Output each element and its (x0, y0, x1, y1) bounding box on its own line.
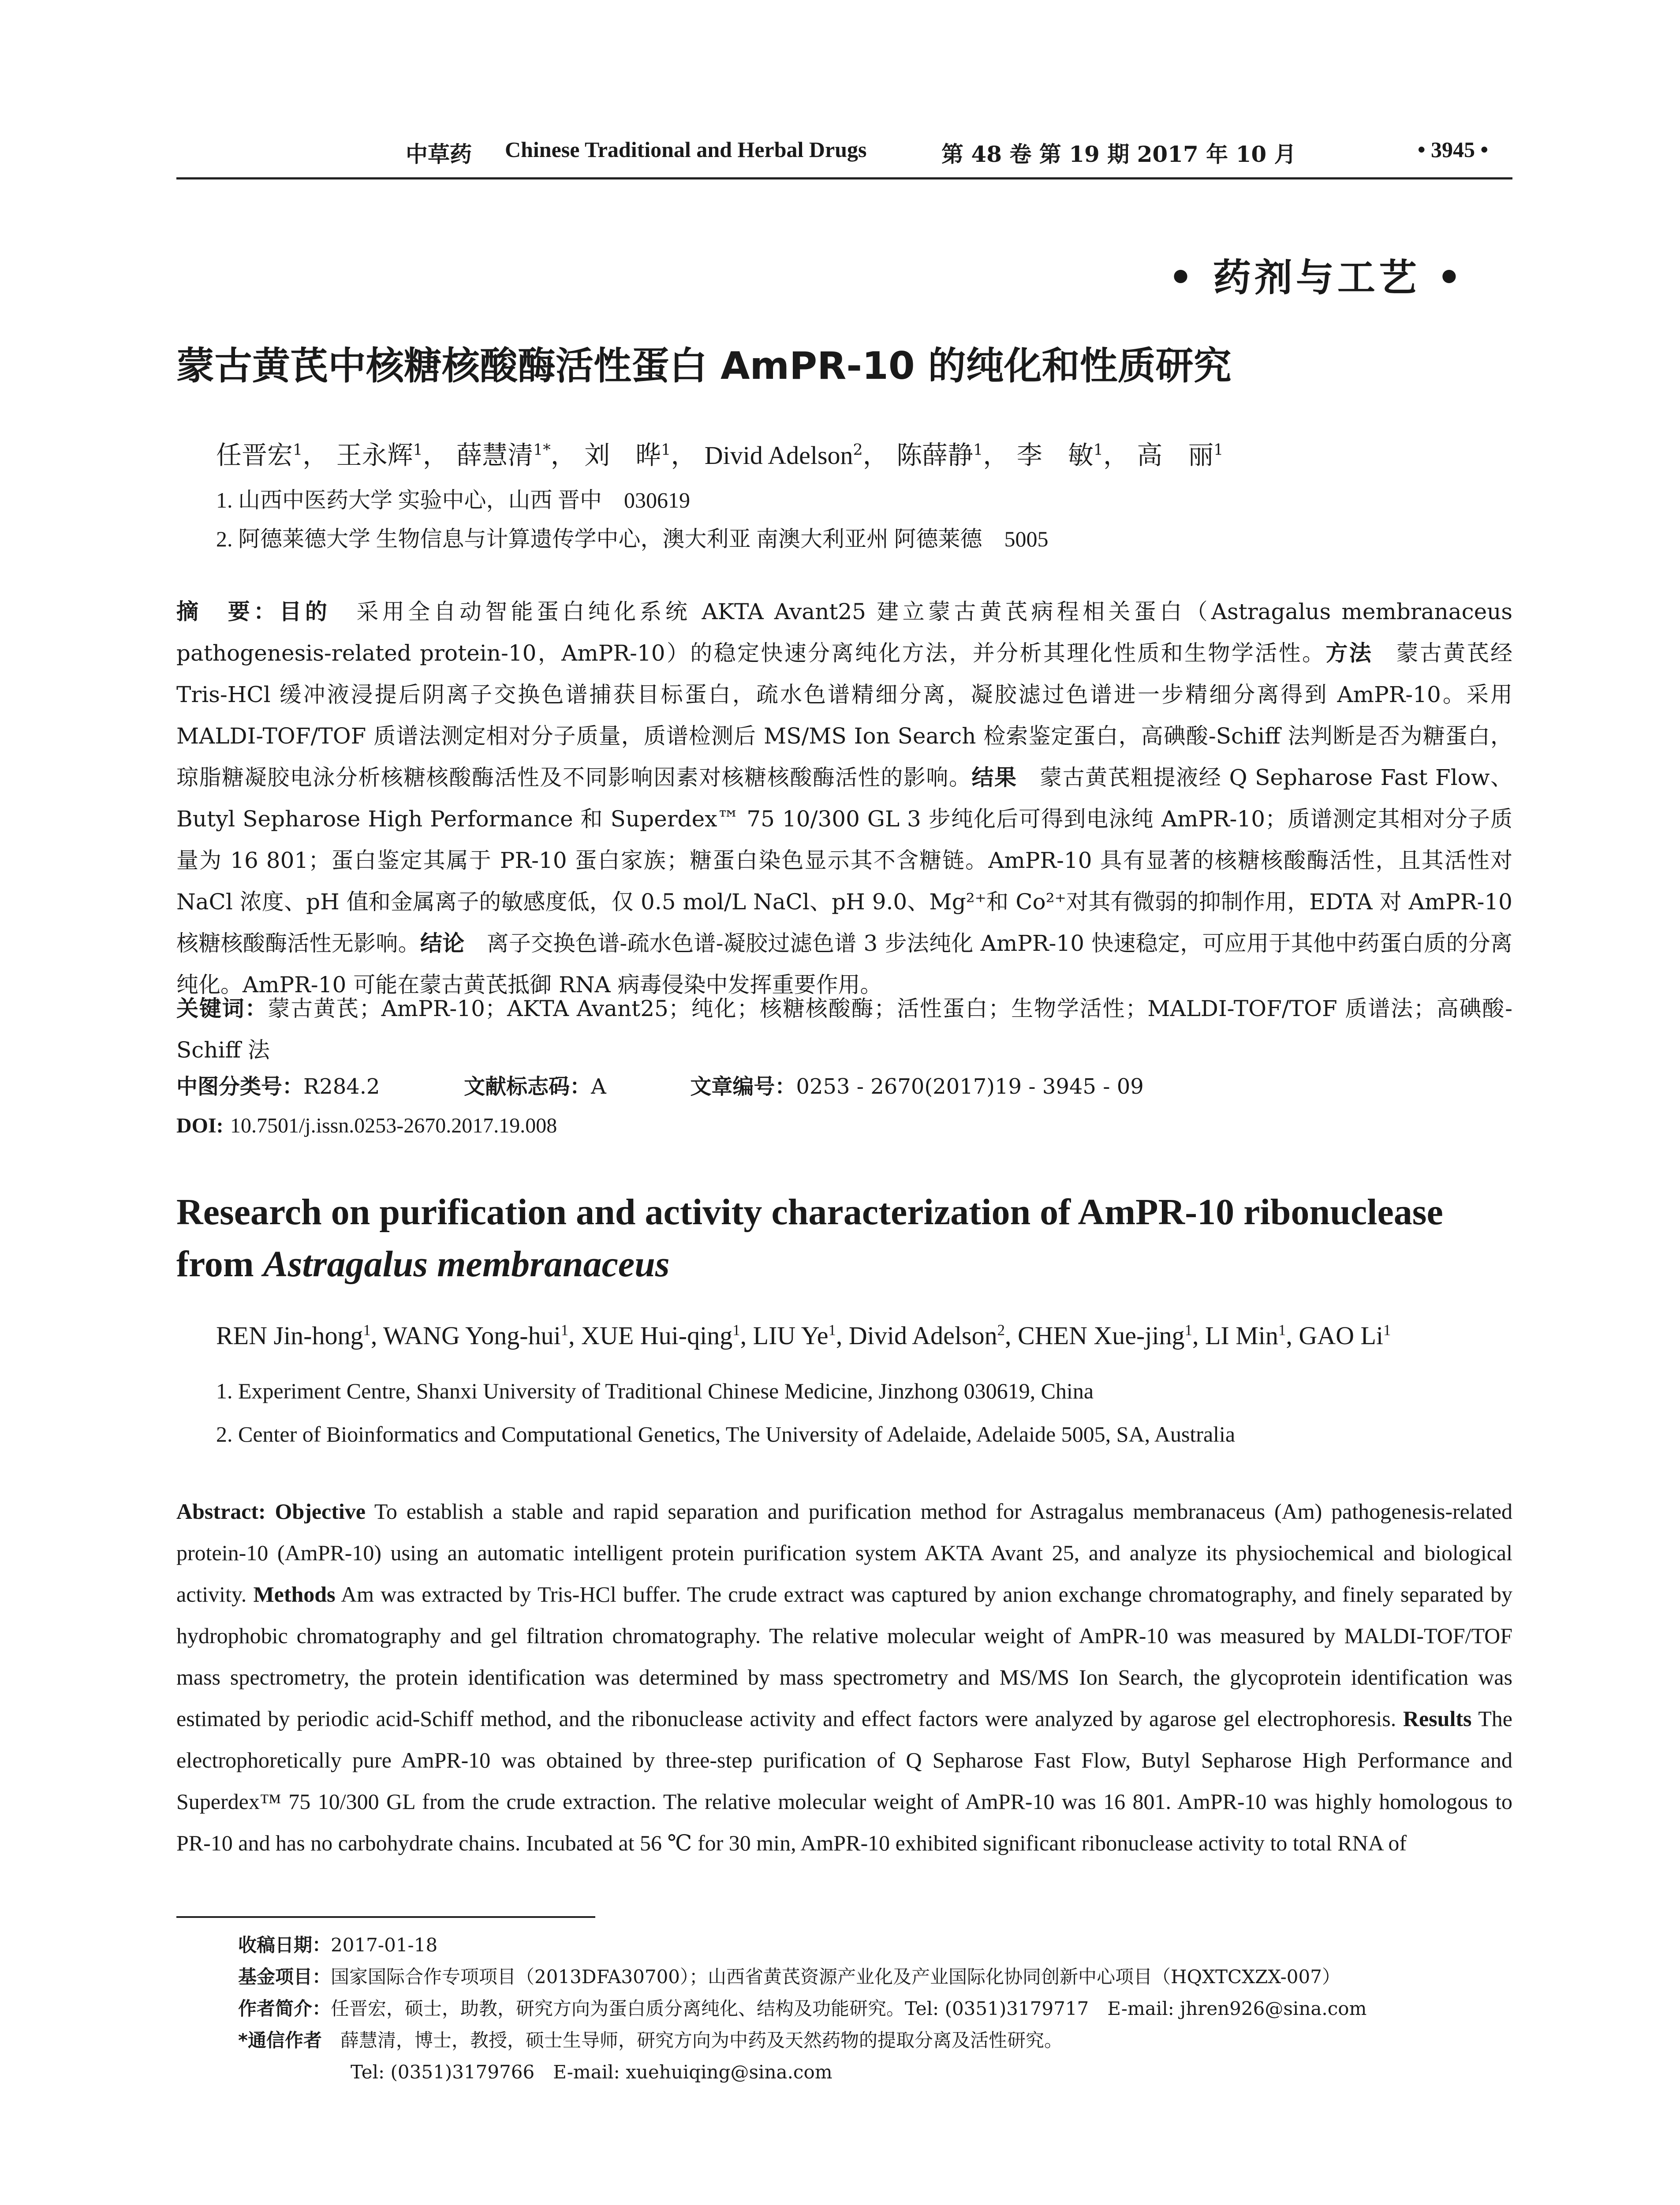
author-name: WANG Yong-hui (383, 1321, 561, 1350)
author-affil-mark: 1 (560, 1321, 569, 1339)
chinese-abstract (176, 591, 1512, 1005)
affiliation: 2. 阿德莱德大学 生物信息与计算遗传学中心，澳大利亚 南澳大利亚州 阿德莱德 5005 (216, 527, 1049, 551)
author-name: LI Min (1205, 1321, 1278, 1350)
author-name: 薛慧清 (456, 440, 534, 470)
affiliation: 1. 山西中医药大学 实验中心，山西 晋中 030619 (216, 488, 690, 512)
corresponding-text: 薛慧清，博士，教授，硕士生导师，研究方向为中药及天然药物的提取分离及活性研究。 (321, 2029, 1063, 2051)
author-affil-mark: 1 (1213, 441, 1224, 459)
author-name: 高 丽 (1137, 440, 1214, 470)
author-affil-mark: 1 (732, 1321, 740, 1339)
author-affil-mark: 1 (1184, 1321, 1192, 1339)
doi-label: DOI: (176, 1114, 224, 1137)
author-affil-mark: 1 (1278, 1321, 1286, 1339)
chinese-title: 蒙古黄芪中核糖核酸酶活性蛋白 AmPR-10 的纯化和性质研究 (176, 344, 1232, 388)
objective-label: Objective (275, 1499, 366, 1524)
author-name: 刘 晔 (584, 440, 661, 470)
results-label: 结果 (971, 765, 1017, 790)
chinese-affiliations (216, 481, 1049, 558)
author-affil-mark: 1 (973, 441, 983, 459)
english-title-text: Research on purification and activity characterization of AmPR-10 ribonuclease from (176, 1192, 1443, 1285)
author-affil-mark: 1 (293, 441, 303, 459)
author-name: 李 敏 (1016, 440, 1094, 470)
issue-info: 第 48 卷 第 19 期 2017 年 10 月 (941, 141, 1296, 167)
doi-value: 10.7501/j.issn.0253-2670.2017.19.008 (230, 1114, 557, 1137)
conclusion-text: 离子交换色谱-疏水色谱-凝胶过滤色谱 3 步法纯化 AmPR-10 快速稳定，可应用于其他中药蛋白质的分离纯化。AmPR-10 可能在蒙古黄芪抵御 RNA 病毒侵染中发挥重要作用。 (176, 931, 1513, 998)
article-no-label: 文章编号： (690, 1074, 796, 1099)
journal-name-cn: 中草药 (406, 142, 472, 167)
author-name: GAO Li (1299, 1321, 1384, 1350)
methods-label: Methods (253, 1582, 336, 1607)
clc-label: 中图分类号： (176, 1074, 304, 1099)
english-title (176, 1186, 1512, 1290)
author-name: REN Jin-hong (216, 1321, 363, 1350)
results-text: 蒙古黄芪粗提液经 Q Sepharose Fast Flow、Butyl Sepharose High Performance 和 Superdex™ 75 10/300 GL 3 步纯化后可得到电泳纯 AmPR-10；质谱测定其相对分子质量为 16 801；蛋白鉴定其属于 PR-10 蛋白家族；糖蛋白染色显示其不含糖链。AmPR-10 具有显著的核糖核酸酶活性，且其活性对 NaCl 浓度、pH 值和金属离子的敏感度低，仅 0.5 mol/L NaCl、pH 9.0、Mg²⁺和 Co²⁺对其有微弱的抑制作用，EDTA 对 AmPR-10 核糖核酸酶活性无影响。 (176, 765, 1513, 956)
classification-info (176, 1067, 1512, 1145)
author-name: XUE Hui-qing (581, 1321, 733, 1350)
doc-code-value: A (591, 1074, 606, 1099)
abstract-label: Abstract: (176, 1499, 266, 1524)
footnote-rule (176, 1916, 595, 1918)
author-affil-mark: 1 (661, 441, 671, 459)
author-name: CHEN Xue-jing (1018, 1321, 1185, 1350)
results-label: Results (1403, 1706, 1472, 1731)
objective-label: 目的 (279, 599, 331, 624)
author-name: LIU Ye (753, 1321, 829, 1350)
author-name: 陈薛静 (896, 440, 974, 470)
fund-text: 国家国际合作专项项目（2013DFA30700）；山西省黄芪资源产业化及产业国际化协同创新中心项目（HQXTCXZX-007） (331, 1966, 1340, 1988)
received-label: 收稿日期： (238, 1934, 331, 1956)
objective-text: To establish a stable and rapid separation and purification method for Astragalus membranaceus (Am) pathogenesis-related protein-10 (AmPR-10) using an automatic intelligent protein purification system AKTA Avant 25, and analyze its physiochemical and biological activity. (176, 1499, 1513, 1607)
article-no-value: 0253 - 2670(2017)19 - 3945 - 09 (796, 1074, 1144, 1099)
author-affil-mark: 2 (997, 1321, 1005, 1339)
author-affil-mark: 1 (1383, 1321, 1391, 1339)
received-date: 2017-01-18 (331, 1934, 438, 1956)
author-affil-mark: 1 (413, 441, 423, 459)
author-name: 任晋宏 (216, 440, 293, 470)
methods-label: 方法 (1325, 640, 1373, 666)
affiliation: 1. Experiment Centre, Shanxi University of Traditional Chinese Medicine, Jinzhong 030619, China (216, 1379, 1094, 1403)
author-affil-mark: 1 (1093, 441, 1103, 459)
author-name: 王永辉 (336, 440, 413, 470)
author-name: Divid Adelson (848, 1321, 997, 1350)
footnotes (238, 1929, 1517, 2088)
corresponding-label: *通信作者 (238, 2029, 322, 2051)
header-rule (176, 177, 1512, 179)
methods-text: 蒙古黄芪经 Tris-HCl 缓冲液浸提后阴离子交换色谱捕获目标蛋白，疏水色谱精细分离，凝胶滤过色谱进一步精细分离得到 AmPR-10。采用 MALDI-TOF/TOF 质谱法测定相对分子质量，质谱检测后 MS/MS Ion Search 检索鉴定蛋白，高碘酸-Schiff 法判断是否为糖蛋白，琼脂糖凝胶电泳分析核糖核酸酶活性及不同影响因素对核糖核酸酶活性的影响。 (176, 640, 1512, 790)
methods-text: Am was extracted by Tris-HCl buffer. The crude extract was captured by anion exchange chromatography, and finely separated by hydrophobic chromatography and gel filtration chromatography. The relative molecular weight of AmPR-10 was measured by MALDI-TOF/TOF mass spectrometry, the protein identification was determined by mass spectrometry and MS/MS Ion Search, the glycoprotein identification was estimated by periodic acid-Schiff method, and the ribonuclease activity and effect factors were analyzed by agarose gel electrophoresis. (176, 1582, 1512, 1731)
page-number: • 3945 • (1418, 137, 1489, 162)
journal-name-en: Chinese Traditional and Herbal Drugs (505, 137, 867, 162)
english-abstract (176, 1491, 1512, 1864)
keywords-text: 蒙古黄芪；AmPR-10；AKTA Avant25；纯化；核糖核酸酶；活性蛋白；生物学活性；MALDI-TOF/TOF 质谱法；高碘酸-Schiff 法 (176, 996, 1513, 1063)
results-text: The electrophoretically pure AmPR-10 was obtained by three-step purification of Q Sepharose Fast Flow, Butyl Sepharose High Performance and Superdex™ 75 10/300 GL from the crude extraction. The relative molecular weight of AmPR-10 was 16 801. AmPR-10 was highly homologous to PR-10 and has no carbohydrate chains. Incubated at 56 ℃ for 30 min, AmPR-10 exhibited significant ribonuclease activity to total RNA of (176, 1706, 1512, 1855)
corresponding-contact: Tel: (0351)3179766 E-mail: xuehuiqing@sina.com (351, 2061, 833, 2083)
doc-code-label: 文献标志码： (464, 1074, 591, 1099)
objective-text: 采用全自动智能蛋白纯化系统 AKTA Avant25 建立蒙古黄芪病程相关蛋白（Astragalus membranaceus pathogenesis-related protein-10，AmPR-10）的稳定快速分离纯化方法，并分析其理化性质和生物学活性。 (176, 599, 1513, 666)
keywords-label: 关键词： (176, 996, 268, 1021)
clc-value: R284.2 (303, 1074, 380, 1099)
section-tag: • 药剂与工艺 • (1169, 256, 1465, 300)
abstract-label: 摘 要： (176, 599, 280, 624)
bio-text: 任晋宏，硕士，助教，研究方向为蛋白质分离纯化、结构及功能研究。Tel: (0351)3179717 E-mail: jhren926@sina.com (331, 1998, 1367, 2019)
conclusion-label: 结论 (420, 931, 465, 956)
english-affiliations (216, 1369, 1235, 1456)
author-affil-mark: 1 (828, 1321, 836, 1339)
fund-label: 基金项目： (238, 1966, 331, 1988)
chinese-keywords (176, 988, 1512, 1071)
english-authors: REN Jin-hong$^1$, WANG Yong-hui$^1$, XUE Hui-qing$^1$, LIU Ye$^1$, Divid Adelson$^2$, CHEN Xue-jing$^1$, LI Min$^1$, GAO Li$^1$ (216, 1321, 1391, 1350)
author-affil-mark: 2 (853, 441, 863, 459)
chinese-authors: 任晋宏$^1$， 王永辉$^1$， 薛慧清$^{1*}$， 刘 晔$^1$， Divid Adelson$^2$， 陈薛静$^1$， 李 敏$^1$， 高 丽$^1$ (216, 440, 1224, 470)
author-name: Divid Adelson (704, 441, 853, 470)
author-affil-mark: 1* (533, 441, 551, 459)
affiliation: 2. Center of Bioinformatics and Computational Genetics, The University of Adelaide, Adelaide 5005, SA, Australia (216, 1422, 1236, 1446)
english-title-species: Astragalus membranaceus (263, 1244, 670, 1285)
author-affil-mark: 1 (363, 1321, 371, 1339)
bio-label: 作者简介： (238, 1998, 331, 2019)
